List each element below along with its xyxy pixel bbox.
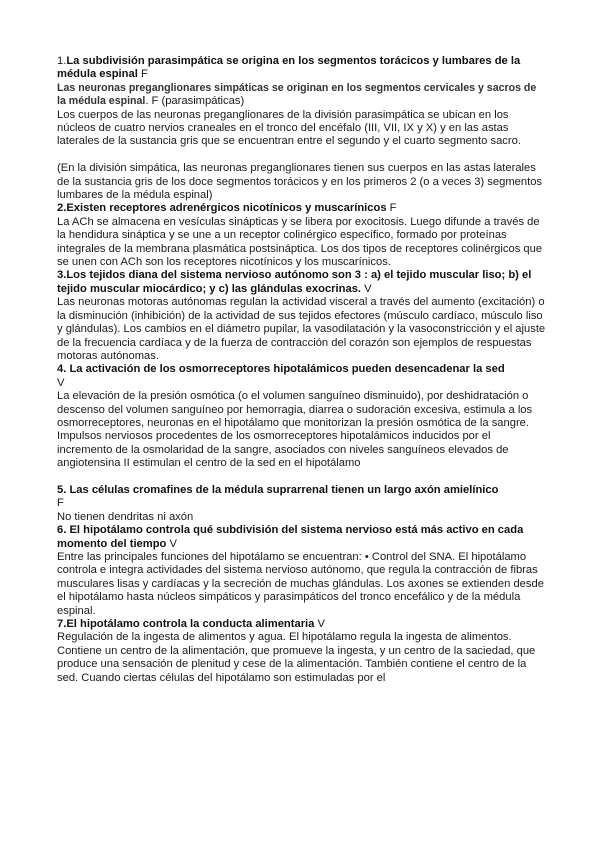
question-7: 7.El hipotálamo controla la conducta alimentaria V [57, 618, 325, 631]
question-2: 2.Existen receptores adrenérgicos nicotínicos y muscarínicos F [57, 202, 397, 215]
sub-statement-1: Las neuronas preganglionares simpáticas se originan en los segmentos cervicales y sacros de la médula espinal. F (parasimpáticas) [57, 81, 537, 108]
paragraph-1b: (En la división simpática, las neuronas preganglionares tienen sus cuerpos en las astas laterales de la sustancia gris de los doce segmentos torácicos y en los primeros 2 (o a veces 3) segmentos lumbares de la médula espinal) [57, 162, 543, 202]
question-3: 3.Los tejidos diana del sistema nervioso autónomo son 3 : a) el tejido muscular liso; b) el tejido muscular miocárdico; y c) las glándulas exocrinas. V [57, 269, 532, 295]
paragraph-7: Regulación de la ingesta de alimentos y agua. El hipotálamo regula la ingesta de alimentos. Contiene un centro de la alimentación, que promueve la ingesta, y un centro de la saciedad, que produce una sensación de plenitud y cese de la alimentación. También contiene el centro de la sed. Cuando ciertas células del hipotálamo son estimuladas por el [57, 631, 536, 684]
paragraph-5: No tienen dendritas ni axón [57, 510, 194, 523]
paragraph-3: Las neuronas motoras autónomas regulan la actividad visceral a través del aumento (excitación) o la disminución (inhibición) de la actividad de sus tejidos efectores (músculo cardíaco, músculo liso y glándulas). Los cambios en el diámetro pupilar, la vasodilatación y la vasoconstricción y el ajuste de la frecuencia cardíaca y de la fuerza de contracción del corazón son ejemplos de respuestas motoras autónomas. [57, 296, 546, 362]
paragraph-4a: La elevación de la presión osmótica (o el volumen sanguíneo disminuido), por deshidratación o descenso del volumen sanguíneo por hemorragia, diarrea o sudoración excesiva, estimula a los osmorreceptores, neuronas en el hipotálamo que monitorizan la presión osmótica de la sangre. [57, 390, 533, 429]
question-4: 4. La activación de los osmorreceptores hipotalámicos pueden desencadenar la sed V [57, 363, 505, 389]
document-page [57, 55, 547, 685]
paragraph-1a: Los cuerpos de las neuronas preganglionares de la división parasimpática se ubican en los núcleos de cuatro nervios craneales en el tronco del encéfalo (III, VII, IX y X) y en las astas laterales de la sustancia gris que se encuentran entre el segundo y el cuarto segmento sacro. [57, 108, 521, 148]
question-5: 5. Las células cromafines de la médula suprarrenal tienen un largo axón amielínico F [57, 483, 499, 510]
paragraph-2: La ACh se almacena en vesículas sinápticas y se libera por exocitosis. Luego difunde a través de la hendidura sináptica y se une a un receptor colinérgico específico, formado por proteínas integrales de la membrana plasmática postsináptica. Los dos tipos de receptores colinérgicos que se unen con ACh son los receptores nicotínicos y los muscarínicos. [57, 215, 543, 269]
question-1: 1.La subdivisión parasimpática se origina en los segmentos torácicos y lumbares de la médula espinal F [57, 55, 521, 81]
paragraph-6: Entre las principales funciones del hipotálamo se encuentran: • Control del SNA. El hipotálamo controla e integra actividades del sistema nervioso autónomo, que regula la contracción de fibras musculares lisas y cardíacas y la secreción de muchas glándulas. Los axones se extienden desde el hipotálamo hasta núcleos simpáticos y parasimpáticos del tronco encefálico y de la médula espinal. [57, 551, 544, 617]
paragraph-4b: Impulsos nerviosos procedentes de los osmorreceptores hipotalámicos inducidos por el incremento de la osmolaridad de la sangre, asociados con niveles sanguíneos elevados de angiotensina II estimulan el centro de la sed en el hipotálamo [57, 430, 509, 470]
question-6: 6. El hipotálamo controla qué subdivisión del sistema nervioso está más activo en cada momento del tiempo V [57, 524, 524, 550]
